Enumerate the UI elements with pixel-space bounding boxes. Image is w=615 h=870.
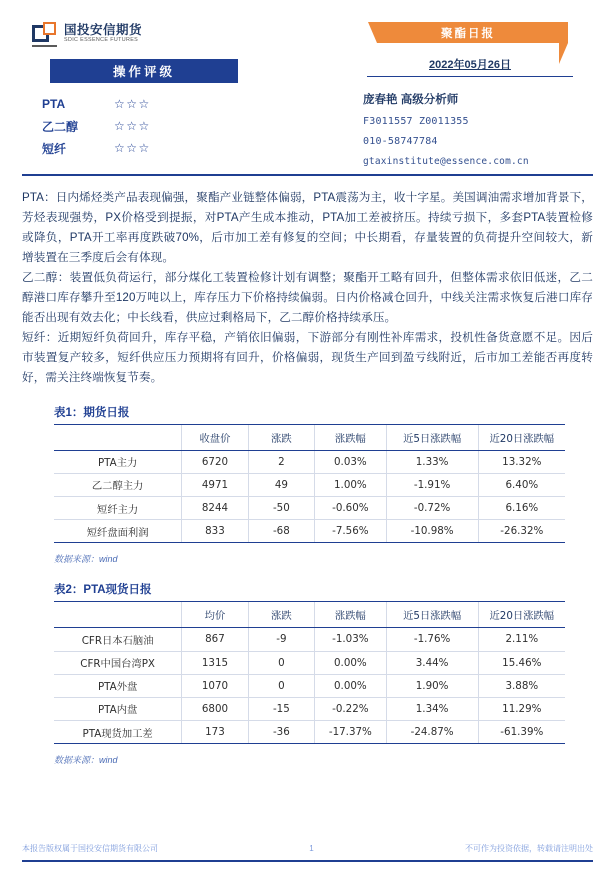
table1-cell: 49 bbox=[248, 473, 314, 496]
table1-header-cell: 收盘价 bbox=[182, 424, 248, 450]
table2-caption: 表2：PTA现货日报 bbox=[54, 584, 152, 597]
table1-caption: 表1：期货日报 bbox=[54, 406, 130, 419]
table2-cell: -1.76% bbox=[386, 628, 478, 651]
table2-header-cell: 近20日涨跌幅 bbox=[478, 602, 565, 628]
table-row bbox=[54, 674, 565, 697]
footer-disclaimer: 不可作为投资依据，转载请注明出处 bbox=[464, 844, 593, 853]
table1-header-cell: 近20日涨跌幅 bbox=[478, 424, 565, 450]
table1-header-cell: 涨跌 bbox=[248, 424, 314, 450]
pta-spot-daily-table-block bbox=[22, 581, 593, 766]
table1-source-note: 数据来源：wind bbox=[54, 554, 118, 565]
table-row bbox=[54, 628, 565, 651]
table2-cell: 0 bbox=[248, 674, 314, 697]
table2-cell: 3.44% bbox=[386, 651, 478, 674]
table1-cell: -50 bbox=[248, 496, 314, 519]
table1-cell: 0.03% bbox=[315, 450, 387, 473]
analyst-email[interactable]: gtaxinstitute@essence.com.cn bbox=[363, 156, 529, 167]
table2-cell: 6800 bbox=[182, 697, 248, 720]
futures-daily-table-block bbox=[22, 404, 593, 566]
table2-cell: -0.22% bbox=[315, 697, 387, 720]
pta-spot-daily-table bbox=[54, 601, 565, 744]
analyst-name: 庞春艳 高级分析师 bbox=[363, 94, 459, 106]
header-divider bbox=[22, 174, 593, 176]
table-row bbox=[54, 697, 565, 720]
table2-cell: -1.03% bbox=[315, 628, 387, 651]
table1-cell: PTA主力 bbox=[54, 450, 182, 473]
table2-cell: PTA现货加工差 bbox=[54, 721, 182, 744]
page-footer bbox=[0, 837, 615, 870]
commentary-paragraph-meg: 乙二醇：装置低负荷运行，部分煤化工装置检修计划有调整；聚酯开工略有回升，但整体需求依旧低迷，乙二醇港口库存攀升至120万吨以上，库存压力下价格持续偏弱。日内价格减仓回升，中线关注需求恢复后港口库存能否出现有效去化；中长线看，供应过剩格局下，乙二醇价格持续承压。 bbox=[22, 270, 593, 324]
analyst-license-number: F3011557 Z0011355 bbox=[363, 116, 469, 127]
operation-rating-list bbox=[42, 93, 322, 159]
table-row bbox=[54, 520, 565, 543]
table2-cell: -24.87% bbox=[386, 721, 478, 744]
table2-cell: 11.29% bbox=[478, 697, 565, 720]
table1-header-cell: 近5日涨跌幅 bbox=[386, 424, 478, 450]
table1-cell: 短纤盘面利润 bbox=[54, 520, 182, 543]
table1-cell: 乙二醇主力 bbox=[54, 473, 182, 496]
company-logo-text bbox=[64, 24, 142, 43]
table2-cell: -36 bbox=[248, 721, 314, 744]
table1-cell: -68 bbox=[248, 520, 314, 543]
analyst-phone[interactable]: 010-58747784 bbox=[363, 136, 438, 147]
company-logo-icon bbox=[32, 22, 58, 46]
table2-cell: 867 bbox=[182, 628, 248, 651]
star-rating-icon-pta: ☆☆☆ bbox=[114, 97, 151, 111]
header-left-column bbox=[22, 22, 322, 159]
table1-header-row bbox=[54, 424, 565, 450]
rating-row-meg bbox=[42, 115, 322, 137]
table1-cell: 13.32% bbox=[478, 450, 565, 473]
table2-header-cell bbox=[54, 602, 182, 628]
commentary-paragraph-pta: PTA：日内烯烃类产品表现偏强，聚酯产业链整体偏弱，PTA震荡为主，收十字星。美国调油需求增加背景下，芳烃表现强势，PX价格受到提振，对PTA产生成本推动，PTA加工差被挤压。持续亏损下，多套PTA装置检修或降负，PTA开工率再度跌破70%，后市加工差有修复的空间；中长期看，存量装置的负荷提升空间较大，新增装置在三季度后会有体现。 bbox=[22, 191, 593, 264]
rating-row-psf bbox=[42, 137, 322, 159]
futures-daily-table bbox=[54, 424, 565, 544]
table1-cell: 8244 bbox=[182, 496, 248, 519]
table2-source-note: 数据来源：wind bbox=[54, 755, 118, 766]
table1-cell: 1.00% bbox=[315, 473, 387, 496]
table1-header-cell bbox=[54, 424, 182, 450]
table1-cell: -10.98% bbox=[386, 520, 478, 543]
footer-page-number: 1 bbox=[309, 844, 314, 853]
table2-cell: 0.00% bbox=[315, 651, 387, 674]
table-row bbox=[54, 450, 565, 473]
table2-cell: 2.11% bbox=[478, 628, 565, 651]
table2-header-cell: 涨跌 bbox=[248, 602, 314, 628]
table1-cell: 6720 bbox=[182, 450, 248, 473]
table2-cell: 0.00% bbox=[315, 674, 387, 697]
report-title-banner: 聚酯日报 bbox=[377, 22, 559, 43]
table2-cell: 1.90% bbox=[386, 674, 478, 697]
table1-cell: -7.56% bbox=[315, 520, 387, 543]
table1-cell: -26.32% bbox=[478, 520, 565, 543]
table1-cell: 6.40% bbox=[478, 473, 565, 496]
table2-cell: 0 bbox=[248, 651, 314, 674]
table2-cell: 1070 bbox=[182, 674, 248, 697]
rating-label-meg: 乙二醇 bbox=[42, 119, 79, 134]
table1-cell: -0.60% bbox=[315, 496, 387, 519]
header-right-column bbox=[363, 22, 593, 167]
table1-cell: 1.33% bbox=[386, 450, 478, 473]
table-row bbox=[54, 651, 565, 674]
table1-cell: -0.72% bbox=[386, 496, 478, 519]
footer-copyright: 本报告版权属于国投安信期货有限公司 bbox=[22, 844, 158, 853]
operation-rating-header: 操作评级 bbox=[50, 59, 238, 83]
report-header bbox=[22, 0, 593, 167]
table-row bbox=[54, 496, 565, 519]
table2-cell: PTA内盘 bbox=[54, 697, 182, 720]
table2-header-cell: 涨跌幅 bbox=[315, 602, 387, 628]
table2-cell: 3.88% bbox=[478, 674, 565, 697]
star-rating-icon-psf: ☆☆☆ bbox=[114, 141, 151, 155]
table1-header-cell: 涨跌幅 bbox=[315, 424, 387, 450]
table2-cell: -15 bbox=[248, 697, 314, 720]
report-date: 2022年05月26日 bbox=[367, 56, 573, 77]
rating-label-psf: 短纤 bbox=[42, 141, 67, 156]
star-rating-icon-meg: ☆☆☆ bbox=[114, 119, 151, 133]
commentary-paragraph-psf: 短纤：近期短纤负荷回升，库存平稳，产销依旧偏弱，下游部分有刚性补库需求，投机性备货意愿不足。因后市装置复产较多，短纤供应压力预期将有回升，价格偏弱，现货生产回到盈亏线附近，后市加工差能否再度转好，需关注终端恢复节奏。 bbox=[22, 330, 593, 384]
table2-cell: 1315 bbox=[182, 651, 248, 674]
table2-header-cell: 均价 bbox=[182, 602, 248, 628]
market-commentary bbox=[22, 188, 593, 387]
table2-cell: -61.39% bbox=[478, 721, 565, 744]
table1-cell: 833 bbox=[182, 520, 248, 543]
table2-cell: 173 bbox=[182, 721, 248, 744]
table1-cell: 短纤主力 bbox=[54, 496, 182, 519]
table2-cell: -17.37% bbox=[315, 721, 387, 744]
footer-divider bbox=[22, 860, 593, 862]
table-row bbox=[54, 473, 565, 496]
company-name-cn: 国投安信期货 bbox=[64, 23, 143, 38]
table2-cell: CFR日本石脑油 bbox=[54, 628, 182, 651]
table1-cell: 6.16% bbox=[478, 496, 565, 519]
table1-cell: 2 bbox=[248, 450, 314, 473]
table2-header-cell: 近5日涨跌幅 bbox=[386, 602, 478, 628]
table1-cell: -1.91% bbox=[386, 473, 478, 496]
table-row bbox=[54, 721, 565, 744]
rating-label-pta: PTA bbox=[42, 97, 66, 111]
table2-cell: CFR中国台湾PX bbox=[54, 651, 182, 674]
company-name-en: SDIC ESSENCE FUTURES bbox=[64, 37, 139, 44]
table1-cell: 4971 bbox=[182, 473, 248, 496]
table2-cell: 1.34% bbox=[386, 697, 478, 720]
table2-cell: -9 bbox=[248, 628, 314, 651]
company-logo bbox=[32, 22, 322, 46]
table2-header-row bbox=[54, 602, 565, 628]
rating-row-pta bbox=[42, 93, 322, 115]
table2-cell: 15.46% bbox=[478, 651, 565, 674]
table2-cell: PTA外盘 bbox=[54, 674, 182, 697]
